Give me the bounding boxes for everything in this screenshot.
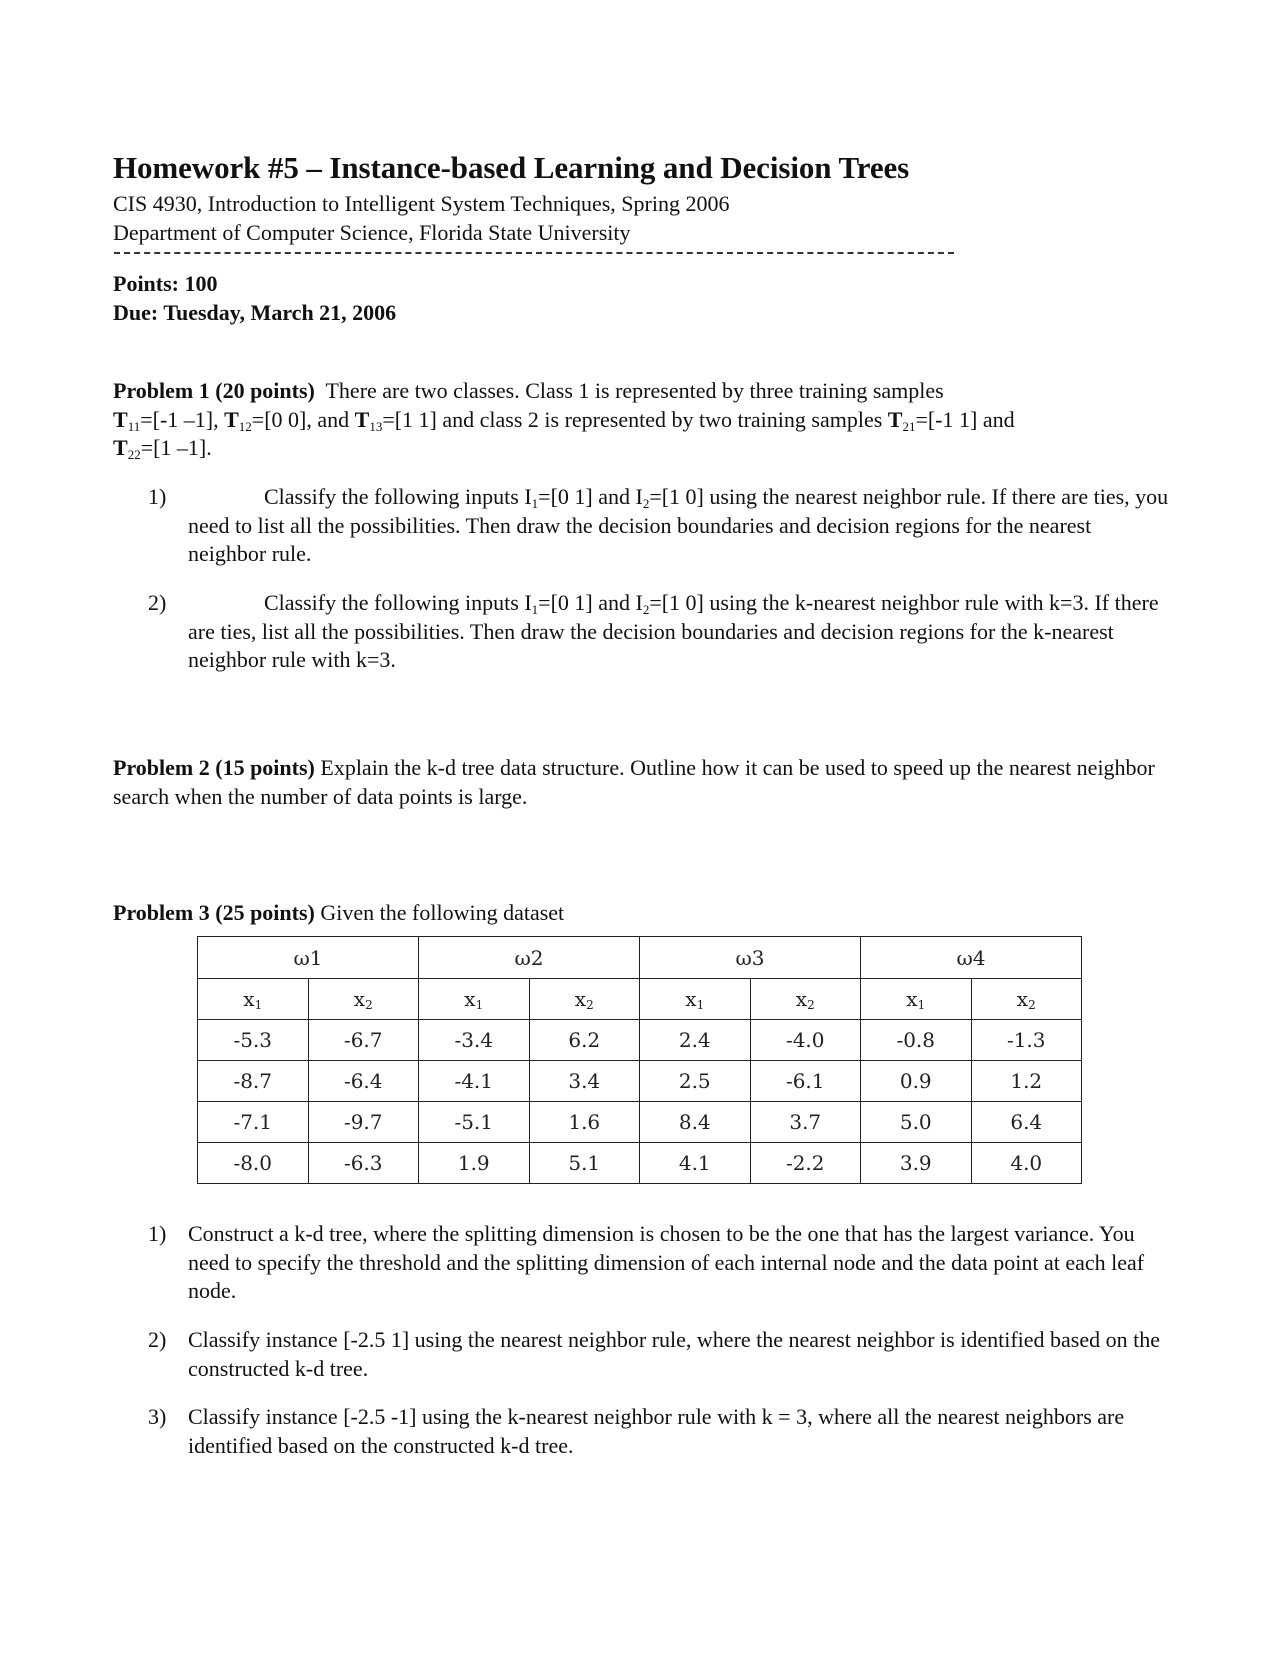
points-line: Points: 100: [113, 271, 218, 296]
department-line: Department of Computer Science, Florida State University: [113, 220, 631, 245]
problem3-intro: Problem 3 (25 points) Given the following dataset: [113, 900, 565, 925]
table-cell: 1.6: [529, 1102, 640, 1143]
table-cell: 1.2: [971, 1061, 1082, 1102]
table-cell: -5.1: [419, 1102, 530, 1143]
col-x2: $x_2$: [971, 979, 1082, 1020]
table-cell: -8.0: [198, 1143, 309, 1184]
table-row: [198, 1061, 1082, 1102]
table-cell: -1.3: [971, 1020, 1082, 1061]
group-omega4: ω4: [861, 937, 1082, 979]
col-x1: $x_1$: [419, 979, 530, 1020]
col-x2: $x_2$: [308, 979, 419, 1020]
table-cell: -6.4: [308, 1061, 419, 1102]
col-x1: $x_1$: [198, 979, 309, 1020]
table-cell: -6.7: [308, 1020, 419, 1061]
table-cell: 2.5: [640, 1061, 751, 1102]
dashed-divider: [114, 252, 954, 254]
course-line: CIS 4930, Introduction to Intelligent System Techniques, Spring 2006: [113, 191, 730, 216]
col-x1: $x_1$: [861, 979, 972, 1020]
table-cell: 2.4: [640, 1020, 751, 1061]
table-cell: -3.4: [419, 1020, 530, 1061]
group-omega3: ω3: [640, 937, 861, 979]
col-x2: $x_2$: [529, 979, 640, 1020]
table-cell: 8.4: [640, 1102, 751, 1143]
col-x1: $x_1$: [640, 979, 751, 1020]
col-x2: $x_2$: [750, 979, 861, 1020]
table-cell: -4.0: [750, 1020, 861, 1061]
document-page: Homework #5 – Instance-based Learning and Decision Trees CIS 4930, Introduction to Intelligent System Techniques, Spring 2006 Department of Computer Science, Florida State University Points: 100 Due: Tuesday, March 21, 2006 Problem 1 (20 points) There are two classes. Class 1 is represented by three training samples $T_{11}=[-1$ –1], $T_{12}=[0$ 0], and $T_{13}=[1$ 1] and class 2 is represented by two training samples $T_{21}=[-1$ 1] and $T_{22}=[1$ –1]. 1) Classify the following inputs $I_1=[0$ 1] and $I_2=[1$ 0] using the nearest neighbor rule. If there are ties, you need to list all the possibilities. Then draw the decision boundaries and decision regions for the nearest neighbor rule. 2) Classify the following inputs $I_1=[0$ 1] and $I_2=[1$ 0] using the k-nearest neighbor rule with k=3. If there are ties, list all the possibilities. Then draw the decision boundaries and decision regions for the k-nearest neighbor rule with k=3. Problem 2 (15 points) Explain the k-d tree data structure. Outline how it can be used to speed up the nearest neighbor search when the number of data points is large. Problem 3 (25 points) Given the following dataset ω1 ω2 ω3 ω4 $x_1$ $x_2$ $x_1$ $x_2$ $x_1$ $x_2$ $x_1$ $x_2$ -5.3 -6.7 -3.4 6.2 2.4 -4.0 -0.8 -1.3 -8.7 -6.4 -4.1 3.4 2.5 -6.1 0.9 1.2 -7.1 -9.7 -5.1 1.6 8.4 3.7 5.0 6.4 -8.0 -6.3 1.9 5.1 4.1 -2.2 3.9 4.0 1) Construct a k-d tree, where the splitting dimension is chosen to be the one that has the largest variance. You need to specify the threshold and the splitting dimension of each internal node and the data point at each leaf node. 2) Classify instance [-2.5 1] using the nearest neighbor rule, where the nearest neighbor is identified based on the constructed k-d tree. 3) Classify instance [-2.5 -1] using the k-nearest neighbor rule with k = 3, where all the nearest neighbors are identified based on the constructed k-d tree.: [0, 0, 1280, 1656]
table-cell: 0.9: [861, 1061, 972, 1102]
table-cell: -4.1: [419, 1061, 530, 1102]
table-row: [198, 1102, 1082, 1143]
problem2-heading: Problem 2 (15 points): [113, 755, 315, 780]
table-cell: -5.3: [198, 1020, 309, 1061]
table-cell: 5.0: [861, 1102, 972, 1143]
table-cell: 5.1: [529, 1143, 640, 1184]
group-omega1: ω1: [198, 937, 419, 979]
table-cell: -0.8: [861, 1020, 972, 1061]
problem2: Problem 2 (15 points) Explain the k-d tree data structure. Outline how it can be used to speed up the nearest neighbor search when the number of data points is large.: [113, 755, 1155, 809]
table-row: [198, 1143, 1082, 1184]
table-cell: 4.1: [640, 1143, 751, 1184]
table-cell: 3.4: [529, 1061, 640, 1102]
group-omega2: ω2: [419, 937, 640, 979]
problem1-heading: Problem 1 (20 points): [113, 378, 315, 403]
table-cell: 6.2: [529, 1020, 640, 1061]
table-group-row: [198, 937, 1082, 979]
table-cell: -6.1: [750, 1061, 861, 1102]
table-cell: -2.2: [750, 1143, 861, 1184]
dataset-table: [197, 936, 1082, 1184]
table-header-row: [198, 979, 1082, 1020]
table-cell: 3.9: [861, 1143, 972, 1184]
table-cell: -9.7: [308, 1102, 419, 1143]
problem3-heading: Problem 3 (25 points): [113, 900, 315, 925]
page-title: Homework #5 – Instance-based Learning and Decision Trees: [113, 150, 910, 185]
table-row: [198, 1020, 1082, 1061]
table-cell: 6.4: [971, 1102, 1082, 1143]
table-cell: 4.0: [971, 1143, 1082, 1184]
table-cell: -8.7: [198, 1061, 309, 1102]
problem1-intro: Problem 1 (20 points) There are two classes. Class 1 is represented by three training samples $T_{11}=[-1$ –1], $T_{12}=[0$ 0], and $T_{13}=[1$ 1] and class 2 is represented by two training samples $T_{21}=[-1$ 1] and $T_{22}=[1$ –1].: [113, 378, 1015, 462]
table-cell: 1.9: [419, 1143, 530, 1184]
table-cell: -6.3: [308, 1143, 419, 1184]
table-cell: -7.1: [198, 1102, 309, 1143]
due-line: Due: Tuesday, March 21, 2006: [113, 300, 397, 325]
table-cell: 3.7: [750, 1102, 861, 1143]
